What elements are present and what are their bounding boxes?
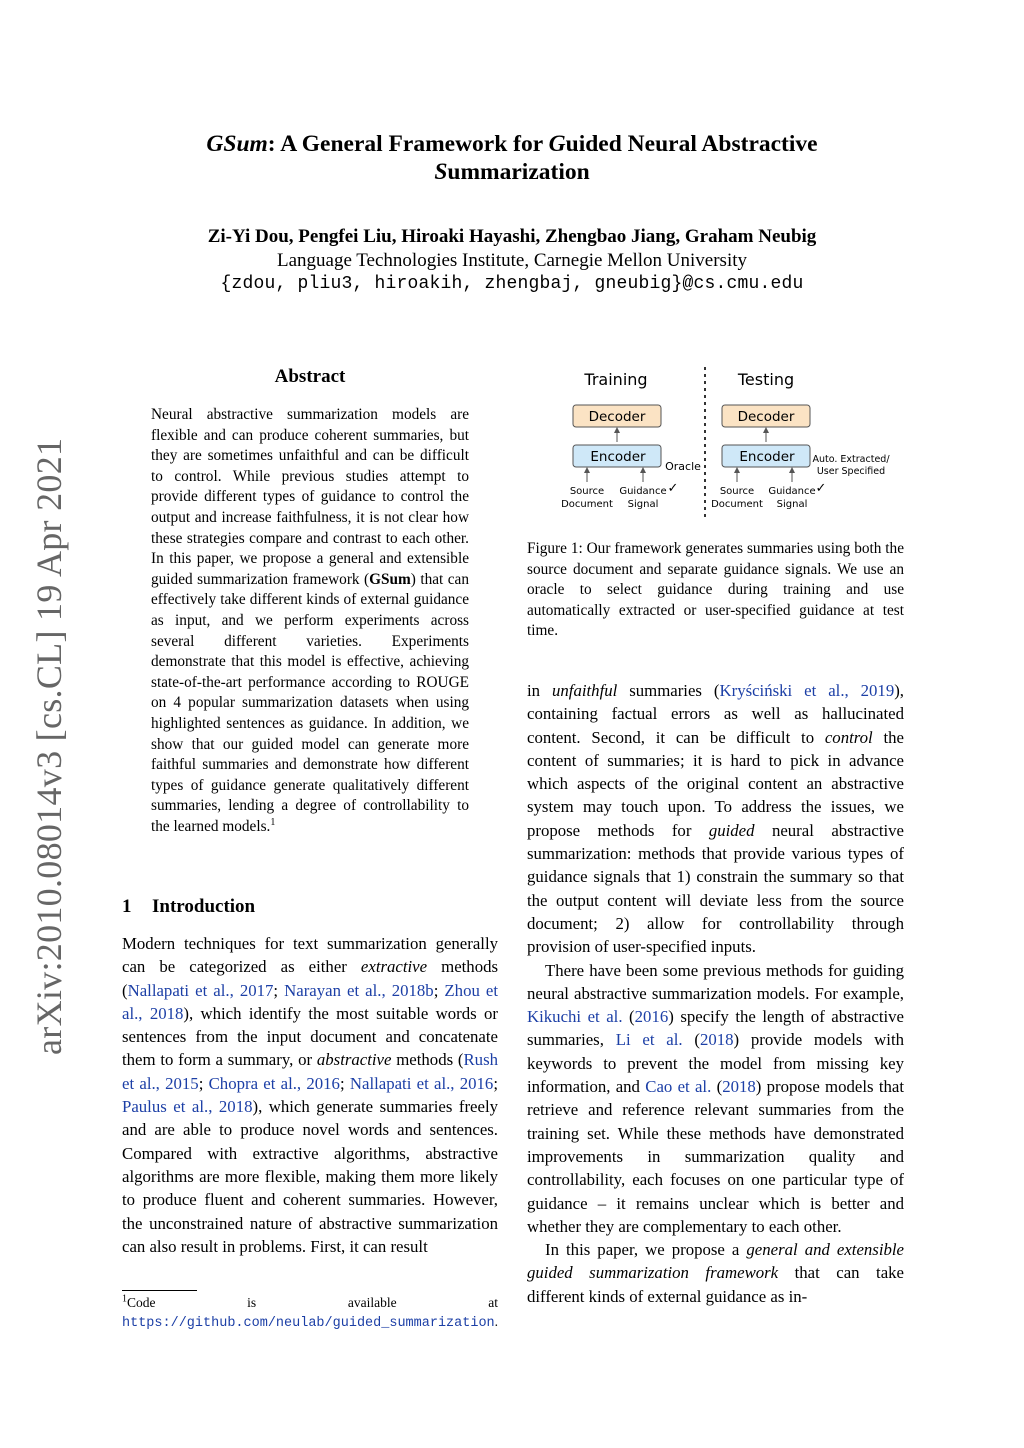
footnote: $^1$Code is available at https://github.com/neulab/guided_summarization. — [122, 1293, 499, 1331]
emails: {zdou, pliu3, hiroakih, zhengbaj, gneubig}@cs.cmu.edu — [220, 274, 804, 294]
intro-paragraph-3: In this paper, we propose a general and extensible guided summarization framework that can take different kinds of external guidance as in- — [527, 1240, 904, 1306]
citation-link[interactable]: Nallapati et al., 2016 — [349, 1073, 494, 1093]
test-guidance-label: Guidance — [768, 486, 816, 497]
figure-1-diagram — [540, 362, 920, 522]
citation-link[interactable]: 2018 — [699, 1030, 734, 1050]
intro-right-column — [527, 679, 904, 1308]
citation-link[interactable]: Kikuchi et al. — [527, 1007, 623, 1027]
citation-link[interactable]: Chopra et al., 2016 — [208, 1073, 340, 1093]
citation-link[interactable]: Nallapati et al., 2017 — [127, 980, 274, 1000]
intro-left-paragraph: Modern techniques for text summarization generally can be categorized as either extractive methods (Nallapati et al., 2017; Narayan et al., 2018b; Zhou et al., 2018), which identify the most suitable words or sentences from the input document and concatenate them to form a summary, or abstractive methods (Rush et al., 2015; Chopra et al., 2016; Nallapati et al., 2016; Paulus et al., 2018), which generate summaries freely and are able to produce novel words and sentences. Compared with extractive algorithms, abstractive algorithms are more flexible, making them more likely to produce fluent and coherent summaries. However, the unconstrained nature of abstractive summarization can also result in problems. First, it can result — [122, 934, 499, 1256]
citation-link[interactable]: Zhou et al., 2018 — [122, 980, 499, 1023]
abstract-text: Neural abstractive summarization models are flexible and can produce coherent summaries, but they are sometimes unfaithful and can be difficult to control. While previous studies attempt to provide different types of guidance to control the output and increase faithfulness, it is not clear how these strategies compare and contrast to each other. In this paper, we propose a general and extensible guided summarization framework (GSum) that can effectively take different kinds of external guidance as input, and we perform experiments across several different varieties. Experiments demonstrate that this model is effective, achieving state-of-the-art performance according to ROUGE on 4 popular summarization datasets when using highlighted sentences as guidance. In addition, we show that our guided model can generate more faithful summaries and demonstrate how different types of guidance generate qualitatively different summaries, lending a degree of controllability to the learned models.$^1$ — [151, 406, 469, 835]
authors: Zi-Yi Dou, Pengfei Liu, Hiroaki Hayashi, Zhengbao Jiang, Graham Neubig — [207, 226, 817, 247]
citation-link[interactable]: 2016 — [634, 1007, 669, 1027]
code-url-link[interactable]: https://github.com/neulab/guided_summarization — [122, 1316, 495, 1331]
train-guidance-label: Guidance — [619, 486, 667, 497]
citation-link[interactable]: Paulus et al., 2018 — [122, 1097, 253, 1117]
title-gsum: GSum — [206, 131, 268, 157]
abstract-heading: Abstract — [274, 366, 346, 387]
affiliation: Language Technologies Institute, Carnegie Mellon University — [276, 250, 748, 271]
section-heading: 1 Introduction — [122, 896, 256, 917]
oracle-label: Oracle — [665, 460, 701, 473]
test-source-label: Source — [719, 486, 755, 497]
test-source-label-2: Document — [711, 499, 763, 510]
citation-link[interactable]: Li et al. — [615, 1030, 683, 1050]
training-label: Training — [584, 370, 648, 389]
test-decoder-label: Decoder — [737, 409, 795, 425]
train-decoder-label: Decoder — [588, 409, 646, 425]
intro-paragraph-2: There have been some previous methods for guiding neural abstractive summarization models. For example, Kikuchi et al. (2016) specify the length of abstractive summaries, Li et al. (2018) provide models with keywords to prevent the model from missing key information, and Cao et al. (2018) propose models that retrieve and reference relevant summaries from the training set. While these methods have demonstrated improvements in summarization quality and controllability, each focuses on one particular type of guidance – it remains unclear which is better and whether they are complementary to each other. — [527, 960, 904, 1236]
paper-title: GSum: A General Framework for Guided Neural Abstractive Summarization — [206, 131, 818, 185]
arxiv-stamp: arXiv:2010.08014v3 [cs.CL] 19 Apr 2021 — [29, 437, 69, 1055]
train-guidance-label-2: Signal — [627, 499, 659, 510]
citation-link[interactable]: 2018 — [722, 1077, 756, 1097]
train-source-label: Source — [569, 486, 605, 497]
citation-link[interactable]: Narayan et al., 2018b — [284, 980, 434, 1000]
figure-caption: Figure 1: Our framework generates summaries using both the source document and separate guidance signals. We use an oracle to select guidance during training and use automatically extracted or user-specified guidance at test time. — [527, 540, 904, 640]
train-encoder-label: Encoder — [590, 449, 646, 465]
footnote-rule — [122, 1290, 197, 1291]
testing-label: Testing — [737, 370, 795, 389]
test-guidance-label-2: Signal — [776, 499, 808, 510]
train-check-icon: ✓ — [667, 481, 679, 496]
test-encoder-label: Encoder — [739, 449, 795, 465]
citation-link[interactable]: Cao et al. — [645, 1077, 712, 1097]
test-check-icon: ✓ — [815, 481, 827, 496]
intro-paragraph-1: in unfaithful summaries (Kryściński et al., 2019), containing factual errors as well as hallucinated content. Second, it can be difficult to control the content of summaries; it is hard to pick in advance which aspects of the original content an abstractive system may touch upon. To address the issues, we propose methods for guided neural abstractive summarization: methods that provide various types of guidance signals that 1) constrain the summary so that the output content will deviate less from the source document; 2) allow for controllability through provision of user-specified inputs. — [527, 681, 905, 957]
citation-link[interactable]: Kryściński et al., 2019 — [719, 681, 895, 700]
footnote-mark: 1 — [270, 816, 276, 828]
citation-link[interactable]: Rush et al., 2015 — [122, 1050, 498, 1093]
auto-extracted-label: Auto. Extracted/ — [812, 454, 890, 465]
train-source-label-2: Document — [561, 499, 613, 510]
user-specified-label: User Specified — [816, 466, 886, 477]
